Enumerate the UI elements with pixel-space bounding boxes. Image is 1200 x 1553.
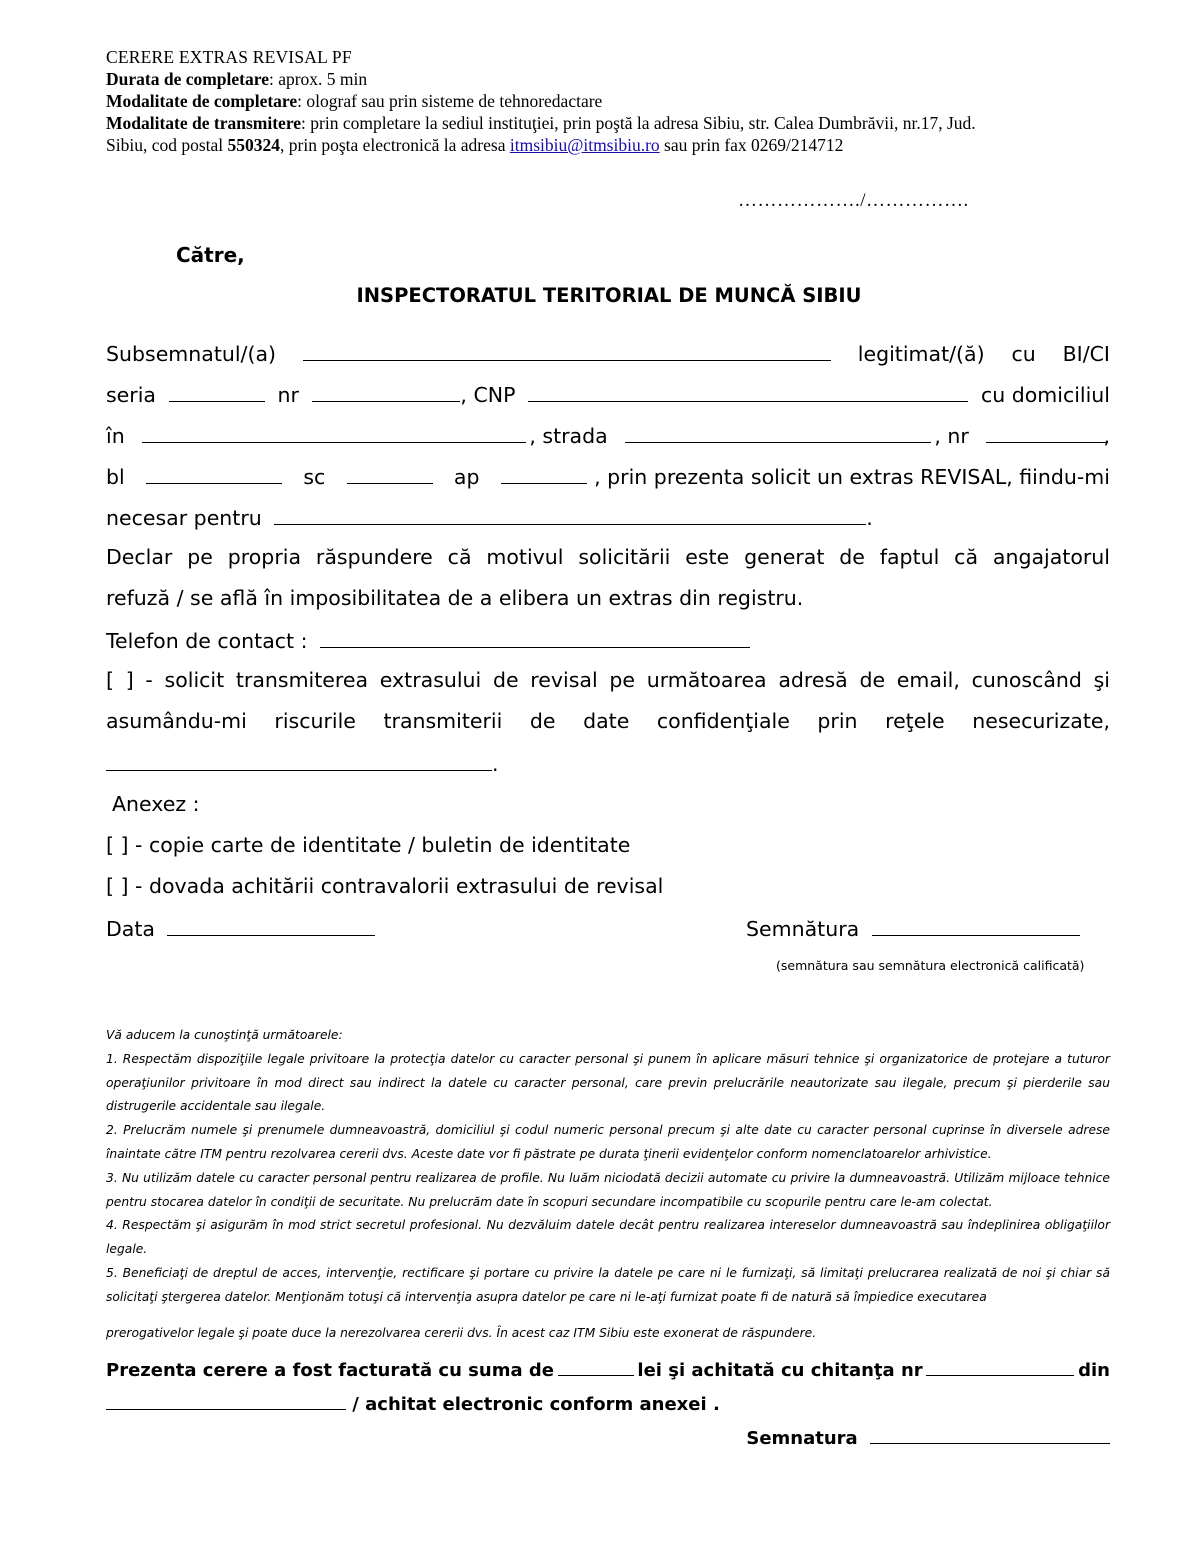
- payment-line-2: [106, 1389, 1110, 1419]
- gdpr-point-2: 2. Prelucrăm numele şi prenumele dumneavoastră, domiciliul şi codul numeric personal precum şi alte date cu caracter personal cuprinse în diversele adrese înaintate către ITM pentru rezolvarea cererii dvs. Aceste date vor fi păstrate pe durata ţinerii evidenţelor conform nomenclatoarelor arhivistice.: [106, 1123, 1110, 1161]
- fill-duration-line: [106, 68, 1106, 90]
- transmit-method-value: : prin completare la sediul instituţiei, prin poştă la adresa Sibiu, str. Calea Dumbrăvii, nr.17, Jud.: [301, 113, 976, 133]
- receipt-text: lei şi achitată cu chitanţa nr: [637, 1360, 923, 1381]
- phone-label: Telefon de contact :: [106, 629, 308, 653]
- series-field[interactable]: [169, 381, 265, 402]
- gdpr-point-1: 1. Respectăm dispoziţiile legale privitoare la protecţia datelor cu caracter personal şi punem în aplicare măsuri tehnice şi organizatorice de protejare a tuturor operaţiunilor privitoare în mod direct sau indirect la datele cu caracter personal, care previn prelucrările neautorizate sau ilegale, precum şi pierderile sau distrugerile accidentale sau ilegale.: [106, 1051, 1110, 1114]
- document-code: CERERE EXTRAS REVISAL PF: [106, 47, 352, 67]
- seria-label: seria: [106, 383, 156, 407]
- annex-heading: Anexez :: [112, 792, 200, 816]
- gdpr-notice: [106, 1024, 1110, 1345]
- strada-label: , strada: [529, 424, 608, 448]
- signature-note: (semnătura sau semnătura electronică calificată): [776, 958, 1085, 973]
- sc-label: sc: [303, 465, 326, 489]
- email-period: .: [492, 752, 499, 776]
- request-text: , prin prezenta solicit un extras REVISAL, fiindu-mi: [594, 465, 1110, 489]
- line-date-signature: [106, 915, 1110, 945]
- subsemnatul-label: Subsemnatul/(a): [106, 342, 277, 366]
- fill-method-value: : olograf sau prin sisteme de tehnoredactare: [297, 91, 603, 111]
- purpose-field[interactable]: [274, 504, 866, 525]
- email-link[interactable]: itmsibiu@itmsibiu.ro: [509, 135, 660, 155]
- receipt-number-field[interactable]: [926, 1355, 1074, 1376]
- domicile-label: cu domiciliul: [980, 383, 1110, 407]
- bici-label: BI/CI: [1062, 342, 1110, 366]
- street-number-field[interactable]: [986, 422, 1106, 443]
- nr-label: nr: [277, 383, 299, 407]
- locality-field[interactable]: [142, 422, 526, 443]
- purpose-period: .: [866, 506, 873, 530]
- addressee: Către,: [176, 243, 245, 267]
- bl-label: bl: [106, 465, 125, 489]
- from-label: din: [1078, 1360, 1110, 1381]
- staircase-field[interactable]: [347, 463, 433, 484]
- registration-number-line: ………………./…………….: [738, 190, 969, 211]
- postal-code: 550324: [227, 135, 281, 155]
- purpose-label: necesar pentru: [106, 506, 262, 530]
- institution-title: INSPECTORATUL TERITORIAL DE MUNCĂ SIBIU: [356, 284, 862, 307]
- invoiced-text: Prezenta cerere a fost facturată cu suma de: [106, 1360, 554, 1381]
- name-field[interactable]: [303, 340, 831, 361]
- declaration-line-2: refuză / se află în imposibilitatea de a elibera un extras din registru.: [106, 586, 804, 610]
- street-nr-label: , nr: [934, 424, 969, 448]
- fill-method-label: Modalitate de completare: [106, 91, 298, 111]
- street-field[interactable]: [625, 422, 931, 443]
- annex-id-copy[interactable]: [ ] - copie carte de identitate / buletin de identitate: [106, 833, 631, 857]
- contact-line: [106, 134, 1106, 156]
- email-option-line-1[interactable]: [ ] - solicit transmiterea extrasului de revisal pe următoarea adresă de email, cunoscând şi: [106, 668, 1110, 692]
- line-address: [106, 422, 1110, 452]
- sibiu-prefix: Sibiu, cod postal: [106, 135, 228, 155]
- payment-signature-label: Semnatura: [746, 1428, 858, 1449]
- date-label: Data: [106, 917, 155, 941]
- cu-label: cu: [1011, 342, 1036, 366]
- ap-label: ap: [453, 465, 480, 489]
- fill-duration-label: Durata de completare: [106, 69, 269, 89]
- legitimat-label: legitimat/(ă): [857, 342, 985, 366]
- transmit-method-label: Modalitate de transmitere: [106, 113, 302, 133]
- gdpr-intro: Vă aducem la cunoştinţă următoarele:: [106, 1028, 343, 1042]
- signature-label: Semnătura: [746, 917, 860, 941]
- gdpr-point-3: 3. Nu utilizăm datele cu caracter personal pentru realizarea de profile. Nu luăm niciodată decizii automate cu privire la dumneavoastră. Utilizăm mijloace tehnice pentru stocarea datelor în condiţii de securitate. Nu prelucrăm date în scopuri secundare incompatibile cu scopurile pentru care le-am colectat.: [106, 1170, 1110, 1209]
- block-field[interactable]: [146, 463, 282, 484]
- number-field[interactable]: [312, 381, 460, 402]
- line-telefon: [106, 627, 1110, 657]
- comma: ,: [1103, 424, 1110, 448]
- line-subsemnatul: [106, 340, 1110, 370]
- electronic-payment-text: / achitat electronic conform anexei .: [352, 1394, 720, 1415]
- apartment-field[interactable]: [501, 463, 587, 484]
- receipt-date-field[interactable]: [106, 1389, 346, 1410]
- cnp-label: , CNP: [460, 383, 516, 407]
- amount-field[interactable]: [558, 1355, 634, 1376]
- payment-signature-field[interactable]: [870, 1423, 1110, 1444]
- email-option-line-2: asumându-mi riscurile transmiterii de date confidenţiale prin reţele nesecurizate,: [106, 709, 1110, 733]
- gdpr-point-5-end: prerogativelor legale şi poate duce la nerezolvarea cererii dvs. În acest caz ITM Sibiu este exonerat de răspundere.: [106, 1325, 817, 1340]
- gdpr-point-5: 5. Beneficiaţi de dreptul de acces, intervenţie, rectificare şi portare cu privire la datele pe care ni le furnizaţi, să limitaţi prelucrarea realizată de noi şi chiar să solicitaţi ştergerea datelor. Menţionăm totuşi că intervenţia asupra datelor pe care ni le-aţi furnizat poate fi de natură să împiedice executarea: [106, 1265, 1110, 1304]
- date-field[interactable]: [167, 915, 375, 936]
- fill-duration-value: : aprox. 5 min: [268, 69, 368, 89]
- fill-method-line: [106, 90, 1106, 112]
- email-field[interactable]: [106, 750, 492, 771]
- line-necesar: [106, 504, 1110, 534]
- line-seria: [106, 381, 1110, 411]
- fax-text: sau prin fax 0269/214712: [659, 135, 844, 155]
- declaration-line-1: Declar pe propria răspundere că motivul solicitării este generat de faptul că angajatorul: [106, 545, 1110, 569]
- cnp-field[interactable]: [528, 381, 968, 402]
- email-prefix: , prin poşta electronică la adresa: [280, 135, 510, 155]
- payment-signature-line: [106, 1423, 1110, 1453]
- transmit-method-line: [106, 112, 1106, 134]
- in-label: în: [106, 424, 125, 448]
- gdpr-point-4: 4. Respectăm şi asigurăm în mod strict secretul profesional. Nu dezvăluim datele decât pentru realizarea intereselor dumneavoastră sau îndeplinirea obligaţiilor legale.: [106, 1218, 1110, 1257]
- signature-field[interactable]: [872, 915, 1080, 936]
- document-header: [106, 46, 1106, 156]
- line-bl: [106, 463, 1110, 493]
- annex-payment-proof[interactable]: [ ] - dovada achitării contravalorii extrasului de revisal: [106, 874, 664, 898]
- payment-line-1: [106, 1355, 1110, 1385]
- phone-field[interactable]: [320, 627, 750, 648]
- line-email-blank: [106, 750, 1110, 780]
